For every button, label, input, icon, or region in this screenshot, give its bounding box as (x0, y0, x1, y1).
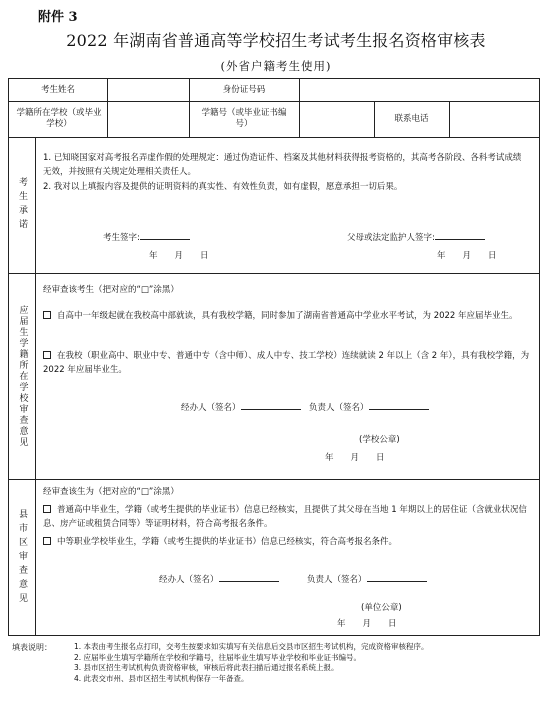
county-handler-signature[interactable]: 经办人（签名） (159, 573, 279, 587)
checkbox-icon[interactable] (43, 351, 51, 359)
school-review-option-2[interactable]: 在我校（职业高中、职业中专、普通中专（含中师）、成人中专、技工学校）连续就读 2 年以上（含 2 年），具有我校学籍，为 2022 年应届毕业生。 (43, 351, 530, 375)
county-review-side-label: 县市区审查意见 (17, 508, 27, 607)
promise-item-1: 1. 已知晓国家对高考报名弄虚作假的处理规定：通过伪造证件、档案及其他材料获得报考资格的，其高考各阶段、各科考试成绩无效，并按照有关规定处理相关责任人。 (43, 153, 522, 177)
student-status-label: 学籍号（或毕业证书编号） (201, 108, 287, 129)
school-field[interactable] (107, 101, 189, 137)
attachment-label: 附件 3 (38, 10, 78, 25)
promise-item-2: 2. 我对以上填报内容及提供的证明资料的真实性、有效性负责，如有虚假，愿意承担一切后果。 (43, 182, 403, 192)
school-label: 学籍所在学校（或毕业学校） (16, 108, 102, 129)
phone-field[interactable] (449, 101, 539, 137)
student-signature[interactable]: 考生签字: (103, 231, 190, 245)
county-stamp: (单位公章) (361, 603, 402, 613)
student-status-field[interactable] (299, 101, 374, 137)
student-name-field[interactable] (107, 79, 189, 101)
note-item: 2. 应届毕业生填写学籍所在学校和学籍号，往届毕业生填写毕业学校和毕业证书编号。 (74, 652, 362, 662)
county-leader-signature[interactable]: 负责人（签名） (307, 573, 427, 587)
page-subtitle: (外省户籍考生使用) (220, 59, 332, 73)
county-review-intro: 经审查该生为（把对应的“□”涂黑） (43, 487, 179, 497)
id-number-field[interactable] (299, 79, 539, 101)
school-review-option-1[interactable]: 自高中一年级起就在我校高中部就读，具有我校学籍，同时参加了湖南省普通高中学业水平考试，为 2022 年应届毕业生。 (43, 309, 533, 323)
school-stamp: (学校公章) (359, 435, 400, 445)
note-item: 4. 此表交市州、县市区招生考试机构保存一年备查。 (74, 673, 249, 683)
checkbox-icon[interactable] (43, 311, 51, 319)
checkbox-icon[interactable] (43, 505, 51, 513)
school-handler-signature[interactable]: 经办人（签名） (181, 401, 301, 415)
parent-sign-date: 年 月 日 (437, 251, 497, 261)
notes-list (74, 642, 534, 684)
student-name-label: 考生姓名 (40, 84, 75, 95)
id-number-label: 身份证号码 (222, 84, 266, 95)
school-review-side-label: 应届生学籍所在学校审查意见 (17, 304, 28, 448)
promise-side-label: 考生承诺 (17, 177, 27, 233)
review-form-table (8, 78, 540, 636)
phone-label: 联系电话 (394, 113, 429, 124)
student-sign-date: 年 月 日 (149, 251, 209, 261)
note-item: 3. 县市区招生考试机构负责资格审核，审核后将此表扫描后通过报名系统上报。 (74, 663, 339, 672)
notes-label: 填表说明： (12, 643, 52, 652)
parent-signature[interactable]: 父母或法定监护人签字: (347, 231, 485, 245)
county-review-date: 年 月 日 (337, 619, 397, 629)
school-review-intro: 经审查该考生（把对应的“□”涂黑） (43, 285, 179, 295)
county-review-option-2[interactable]: 中等职业学校毕业生，学籍（或考生提供的毕业证书）信息已经核实，符合高考报名条件。 (43, 535, 533, 549)
school-leader-signature[interactable]: 负责人（签名） (309, 401, 429, 415)
page-title: 2022 年湖南省普通高等学校招生考试考生报名资格审核表 (66, 31, 486, 50)
note-item: 1. 本表由考生报名点打印，交考生按要求如实填写有关信息后交县市区招生考试机构，完成资格审核程序。 (74, 642, 429, 651)
county-review-option-1[interactable]: 普通高中毕业生，学籍（或考生提供的毕业证书）信息已经核实，且提供了其父母在当地 1 年期以上的居住证（含就业状况信息、房产证或租赁合同等）等证明材料，符合高考报名条件。 (43, 505, 527, 529)
checkbox-icon[interactable] (43, 537, 51, 545)
school-review-date: 年 月 日 (325, 453, 385, 463)
